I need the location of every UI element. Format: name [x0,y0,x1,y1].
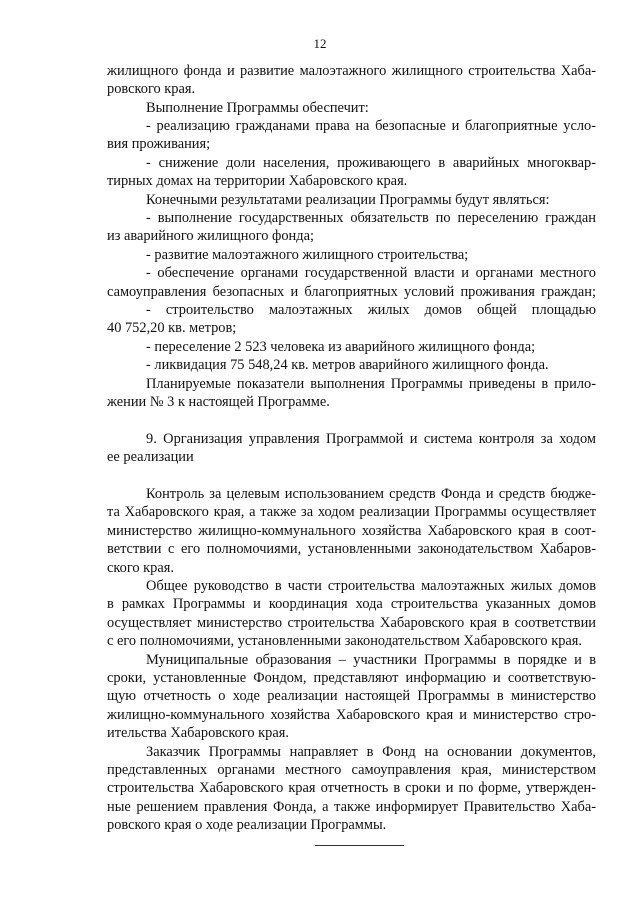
text-line: ровского края. [107,81,196,97]
text-line: Контроль за целевым использованием средств Фонда и средств бюдже- [146,486,596,502]
text-line: ровского края о ходе реализации Программы. [107,817,387,833]
text-line: Конечными результатами реализации Программы будут являться: [146,192,550,208]
text-line: тирных домах на территории Хабаровского края. [107,173,408,189]
text-line: - снижение доли населения, проживающего в аварийных многоквар- [146,155,596,171]
page-number: 12 [313,36,327,51]
text-line: строительства Хабаровского края отчетность в сроки и по форме, утвержден- [107,780,596,796]
text-line: осуществляет министерство строительства Хабаровского края в соответствии [107,615,596,631]
text-line: в рамках Программы и координация хода строительства указанных домов [107,596,596,612]
text-line: - переселение 2 523 человека из аварийного жилищного фонда; [146,339,536,355]
text-line: сроки, установленные Фондом, представляют информацию и соответствую- [107,670,596,686]
text-line: - реализацию гражданами права на безопасные и благоприятные усло- [146,118,596,134]
text-line: ные решением правления Фонда, а также информирует Правительство Хаба- [107,799,596,815]
section-heading: ее реализации [107,449,194,465]
text-line: - ликвидация 75 548,24 кв. метров аварийного жилищного фонда. [146,357,549,373]
end-separator-line [315,845,404,846]
text-line: Заказчик Программы направляет в Фонд на основании документов, [146,744,596,760]
text-line: с его полномочиями, установленными законодательством Хабаровского края. [107,633,583,649]
text-line: - строительство малоэтажных жилых домов общей площадью [146,302,596,318]
text-line: 40 752,20 кв. метров; [107,320,237,336]
text-line: щую отчетность о ходе реализации настоящей Программы в министерство [107,688,596,704]
text-line: министерство жилищно-коммунального хозяйства Хабаровского края в соот- [107,523,596,539]
text-line: жении № 3 к настоящей Программе. [107,394,330,410]
text-line: представленных органами местного самоуправления края, министерством [107,762,596,778]
text-line: - развитие малоэтажного жилищного строительства; [146,247,469,263]
text-line: ского края. [107,560,174,576]
text-line: из аварийного жилищного фонда; [107,228,314,244]
text-line: ительства Хабаровского края. [107,725,289,741]
text-line: жилищного фонда и развитие малоэтажного жилищного строительства Хаба- [107,63,596,79]
text-line: самоуправления безопасных и благоприятных условий проживания граждан; [107,284,596,300]
text-line: Выполнение Программы обеспечит: [146,100,369,116]
text-line: Общее руководство в части строительства малоэтажных жилых домов [146,578,596,594]
text-line: Планируемые показатели выполнения Программы приведены в прило- [146,376,596,392]
text-line: - обеспечение органами государственной власти и органами местного [146,265,596,281]
text-line: та Хабаровского края, а также за ходом реализации Программы осуществляет [107,504,596,520]
text-line: ветствии с его полномочиями, установленными законодательством Хабаров- [107,541,596,557]
section-heading: 9. Организация управления Программой и система контроля за ходом [146,431,596,447]
text-line: жилищно-коммунального хозяйства Хабаровского края и министерство стро- [107,707,596,723]
text-line: Муниципальные образования – участники Программы в порядке и в [146,652,596,668]
text-line: - выполнение государственных обязательств по переселению граждан [146,210,596,226]
text-line: вия проживания; [107,136,211,152]
